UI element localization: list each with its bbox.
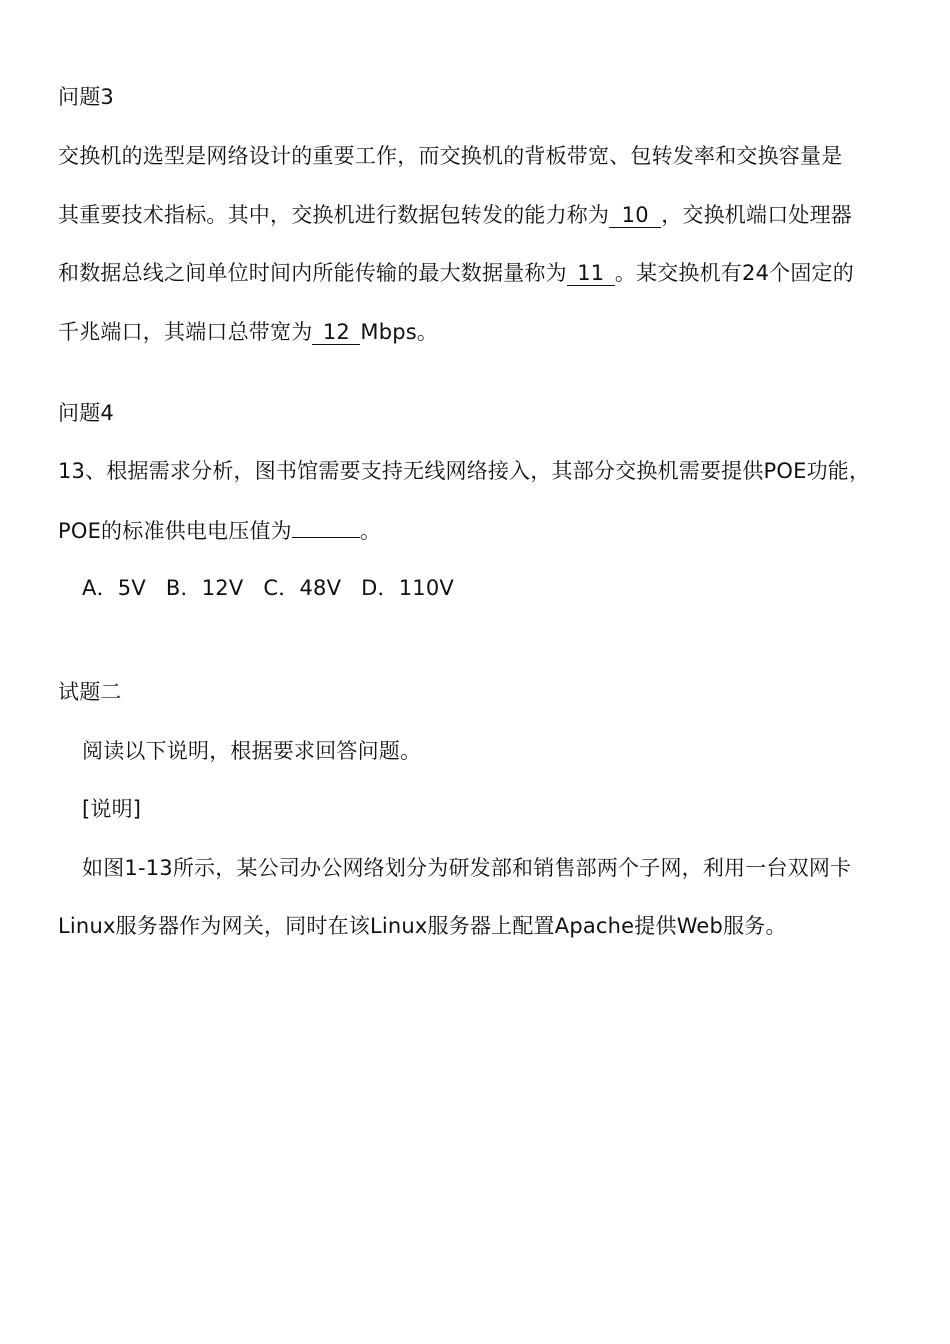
section-2-note-label: [说明]	[82, 797, 142, 821]
question-3-line-3-text: 和数据总线之间单位时间内所能传输的最大数据量称为	[58, 261, 567, 285]
question-3-line-2-tail: ，交换机端口处理器	[661, 203, 853, 227]
answer-blank-13	[292, 515, 360, 538]
section-2-paragraph-line-2: Linux服务器作为网关，同时在该Linux服务器上配置Apache提供Web服务。	[58, 914, 787, 938]
question-3-line-3	[58, 258, 854, 288]
option-a: A．5V	[82, 576, 146, 600]
section-2-title: 试题二	[58, 680, 122, 704]
answer-blank-10: 10	[609, 203, 661, 228]
question-4-line-1: 13、根据需求分析，图书馆需要支持无线网络接入，其部分交换机需要提供POE功能，	[58, 459, 871, 483]
question-4-line-2	[58, 515, 381, 546]
option-b: B．12V	[165, 576, 244, 600]
answer-blank-11: 11	[567, 261, 615, 286]
answer-blank-12: 12	[312, 320, 360, 345]
question-4-line-2-text: POE的标准供电电压值为	[58, 519, 292, 543]
section-2-instruction: 阅读以下说明，根据要求回答问题。	[82, 739, 422, 763]
question-3-line-1: 交换机的选型是网络设计的重要工作，而交换机的背板带宽、包转发率和交换容量是	[58, 144, 843, 168]
option-c: C．48V	[263, 576, 342, 600]
section-2-paragraph-line-1: 如图1-13所示，某公司办公网络划分为研发部和销售部两个子网，利用一台双网卡	[82, 856, 852, 880]
question-4-heading: 问题4	[58, 401, 114, 425]
question-4-options	[82, 573, 454, 603]
question-3-line-4	[58, 317, 438, 347]
question-4-line-2-tail: 。	[359, 519, 382, 543]
question-3-line-2	[58, 200, 852, 230]
question-3-line-4-text: 千兆端口，其端口总带宽为	[58, 320, 313, 344]
question-3-line-4-tail: Mbps。	[360, 320, 439, 344]
question-3-line-3-tail: 。某交换机有24个固定的	[614, 261, 854, 285]
option-d: D．110V	[361, 576, 454, 600]
question-3-line-2-text: 其重要技术指标。其中，交换机进行数据包转发的能力称为	[58, 203, 610, 227]
question-3-heading: 问题3	[58, 85, 114, 109]
